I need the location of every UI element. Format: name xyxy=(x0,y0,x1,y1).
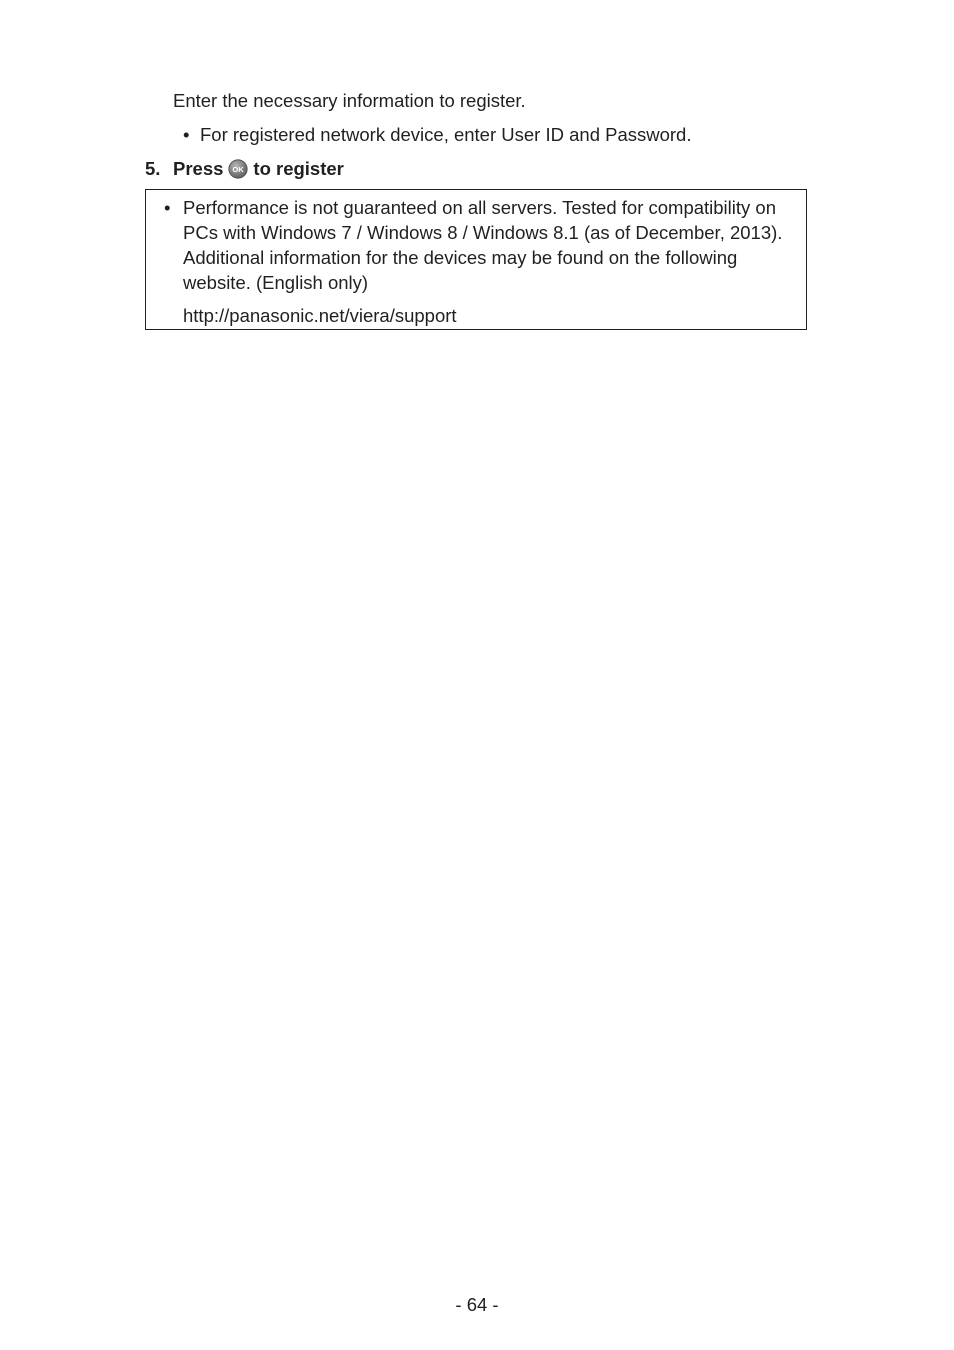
note-box xyxy=(145,189,807,330)
step-number: 5. xyxy=(145,158,161,179)
note-text: Performance is not guaranteed on all servers. Tested for compatibility on PCs with Windows 7 / Windows 8 / Windows 8.1 (as of December, 2013). Additional information for the devices may be found on the following website. (English only) xyxy=(183,197,783,293)
intro-text: Enter the necessary information to register. xyxy=(173,90,526,111)
step-prefix: Press xyxy=(173,158,224,179)
step-suffix: to register xyxy=(253,158,344,179)
support-url: http://panasonic.net/viera/support xyxy=(183,305,457,326)
bullet-marker: • xyxy=(183,124,190,145)
list-item xyxy=(183,123,692,147)
ok-button-icon xyxy=(228,159,248,179)
note-bullet-marker: • xyxy=(164,197,171,218)
step-heading xyxy=(145,157,344,181)
ok-icon-label: OK xyxy=(232,165,245,174)
bullet-text: For registered network device, enter User ID and Password. xyxy=(200,124,692,145)
page-number: - 64 - xyxy=(455,1294,499,1315)
note-item xyxy=(164,195,794,295)
